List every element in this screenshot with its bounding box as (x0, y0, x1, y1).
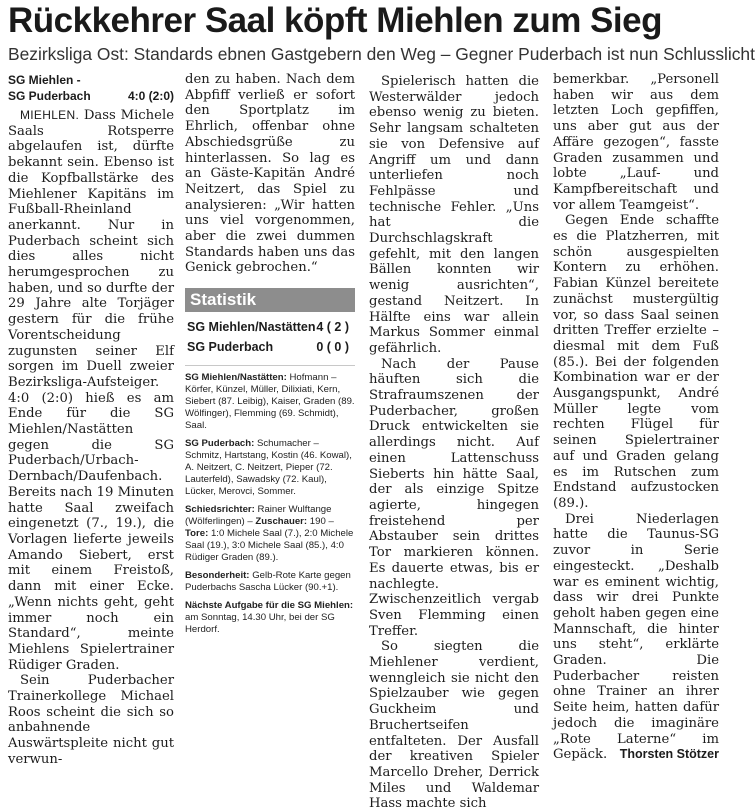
article-paragraph: Gegen Ende schaffte es die Platzherren, mit schön ausgespielten Kontern zu erhöhen. Fabian Künzel bereitete zunächst mustergültig vor, so dass Saal seinen dritten Treffer erzielte – diesmal mit dem Fuß (85.). Bei der folgenden Kombination war er der Ausgangspunkt, André Müller legte vom rechten Flügel für seinen Spielertrainer auf und Graden gelang es im Rutschen zum Endstand aufzustocken (89.). (553, 213, 719, 511)
article-column-2 (185, 72, 355, 636)
article-paragraph: So siegten die Miehlener verdient, wenngleich sie nicht den Spielzauber wie gegen Guckheim und Bruchertseifen entfalteten. Der Ausfall der kreativen Spieler Marcello Dreher, Derrick Miles und Waldemar Hass machte sich (369, 639, 539, 812)
article-paragraph: den zu haben. Nach dem Abpfiff verließ er sofort den Sportplatz im Ehrlich, offenbar ohne Abschiedsgrüße zu hinterlassen. So lag es an Gäste-Kapitän André Neitzert, das Spiel zu analysieren: „Wir hatten uns viel vorgenommen, aber die zwei dummen Standards haben uns das Genick gebrochen.“ (185, 72, 355, 276)
article-paragraph: Spielerisch hatten die Westerwälder jedoch ebenso wenig zu bieten. Sehr langsam schalteten sie von Defensive auf Angriff um und dann unterliefen noch Fehlpässe und technische Fehler. „Uns hat die Durchschlagskraft gefehlt, mit den langen Bällen konnten wir wenig ausrichten“, gestand Neitzert. In Hälfte eins war allein Markus Sommer einmal gefährlich. (369, 74, 539, 356)
lineup-away (185, 438, 355, 498)
score-row (185, 337, 355, 357)
match-officials (185, 504, 355, 564)
match-special (185, 570, 355, 594)
article-paragraph (553, 512, 719, 763)
stat-label: Zuschauer: (255, 516, 308, 528)
dateline: MIEHLEN. (20, 108, 80, 122)
stat-value: Schumacher – Schmitz, Hartstang, Kostin (46. Kowal), A. Neitzert, C. Neitzert, Pieper (72. Lauterfeld), Sawadsky (72. Kaul), Lücker, Merovci, Sommer. (185, 438, 352, 498)
stat-label: Schiedsrichter: (185, 504, 255, 516)
statistics-heading: Statistik (185, 288, 355, 312)
stat-label: Nächste Aufgabe für die SG Miehlen: (185, 600, 354, 612)
score-value: 0 ( 0 ) (316, 340, 349, 355)
score-value: 4 ( 2 ) (316, 320, 349, 335)
result-team-2: SG Puderbach (8, 89, 91, 103)
stat-value: 190 – (309, 516, 334, 528)
article-column-4 (553, 72, 719, 763)
stat-value: Hofmann – Körfer, Künzel, Müller, Dilixiati, Kern, Siebert (87. Leibig), Kaiser, Graden (89. Wölfinger), Flemming (69. Schmidt), Saal. (185, 372, 355, 432)
headline: Rückkehrer Saal köpft Miehlen zum Sieg (8, 1, 662, 40)
next-fixture (185, 600, 355, 636)
score-row (185, 317, 355, 337)
final-score-table (185, 312, 355, 366)
stat-label: Besonderheit: (185, 570, 250, 582)
stat-value: 1:0 Michele Saal (7.), 2:0 Michele Saal (19.), 3:0 Michele Saal (85.), 4:0 Rüdiger Graden (89.). (185, 528, 354, 564)
article-paragraph: bemerkbar. „Personell haben wir aus dem letzten Loch gepfiffen, uns aber gut aus der Affäre gezogen“, fasste Graden zusammen und lobte „Lauf- und Kampfbereitschaft und vor allem Teamgeist“. (553, 72, 719, 213)
subheadline: Bezirksliga Ost: Standards ebnen Gastgebern den Weg – Gegner Puderbach ist nun Schlusslicht (8, 44, 755, 64)
stat-value: Rainer Wulftange (Wölferlingen) – (185, 504, 332, 528)
author-byline: Thorsten Stötzer (619, 747, 719, 762)
article-column-1 (8, 72, 174, 767)
article-paragraph (8, 108, 174, 673)
article-paragraph: Sein Puderbacher Trainerkollege Michael Roos scheint die sich so anbahnende Auswärtspleite nicht gut verwun- (8, 673, 174, 767)
statistics-box (185, 288, 355, 636)
score-team-name: SG Miehlen/Nastätten (187, 320, 316, 335)
result-score: 4:0 (2:0) (127, 89, 174, 103)
article-paragraph: Nach der Pause häuften sich die Strafraumszenen der Puderbacher, großen Druck entwickelten sie allerdings nicht. Auf einen Lattenschuss Sieberts hin hätte Saal, der als einzige Spitze agierte, hingegen freistehend per Abstauber sein drittes Tor markieren können. Es dauerte etwas, bis er nachlegte. Zwischenzeitlich vergab Sven Flemming einen Treffer. (369, 356, 539, 639)
stat-label: Tore: (185, 528, 209, 540)
paragraph-text: Dass Michele Saals Rotsperre abgelaufen ist, dürfte bekannt sein. Ebenso ist die Kopfballstärke des Miehlener Kapitäns im Fußball-Rheinland anerkannt. Nur in Puderbach scheint sich dies alles nicht herumgesprochen zu haben, und so durfte der 29 Jahre alte Torjäger gestern für die frühe Vorentscheidung zugunsten seiner Elf sorgen im Duell zweier Bezirksliga-Aufsteiger. 4:0 (2:0) hieß es am Ende für die SG Miehlen/Nastätten gegen die SG Puderbach/Urbach-Dernbach/Daufenbach. Bereits nach 19 Minuten hatte Saal zweifach eingenetzt (7., 19.), die Vorlagen lieferte jeweils Amando Siebert, erst mit einem Freistoß, dann mit einer Ecke. „Wenn nichts geht, geht immer noch ein Standard“, meinte Miehlens Spielertrainer Rüdiger Graden. (8, 108, 174, 673)
stat-label: SG Puderbach: (185, 438, 255, 450)
lineup-home (185, 372, 355, 432)
result-summary (8, 72, 174, 104)
stat-label: SG Miehlen/Nastätten: (185, 372, 287, 384)
stat-value: am Sonntag, 14.30 Uhr, bei der SG Herdorf. (185, 612, 335, 636)
stat-value: Gelb-Rote Karte gegen Puderbachs Sascha Lücker (90.+1). (185, 570, 351, 594)
paragraph-text: Drei Niederlagen hatte die Taunus-SG zuvor in Serie eingesteckt. „Deshalb war es eminent wichtig, dass wir drei Punkte geholt haben gegen eine Mannschaft, die hinter uns steht“, erklärte Graden. Die Puderbacher reisten ohne Trainer an ihrer Seite heim, hatten dafür jedoch die imaginäre „Rote Laterne“ im Gepäck. (553, 511, 719, 763)
score-team-name: SG Puderbach (187, 340, 274, 355)
article-column-3 (369, 72, 539, 812)
result-team-1: SG Miehlen - (8, 73, 81, 87)
